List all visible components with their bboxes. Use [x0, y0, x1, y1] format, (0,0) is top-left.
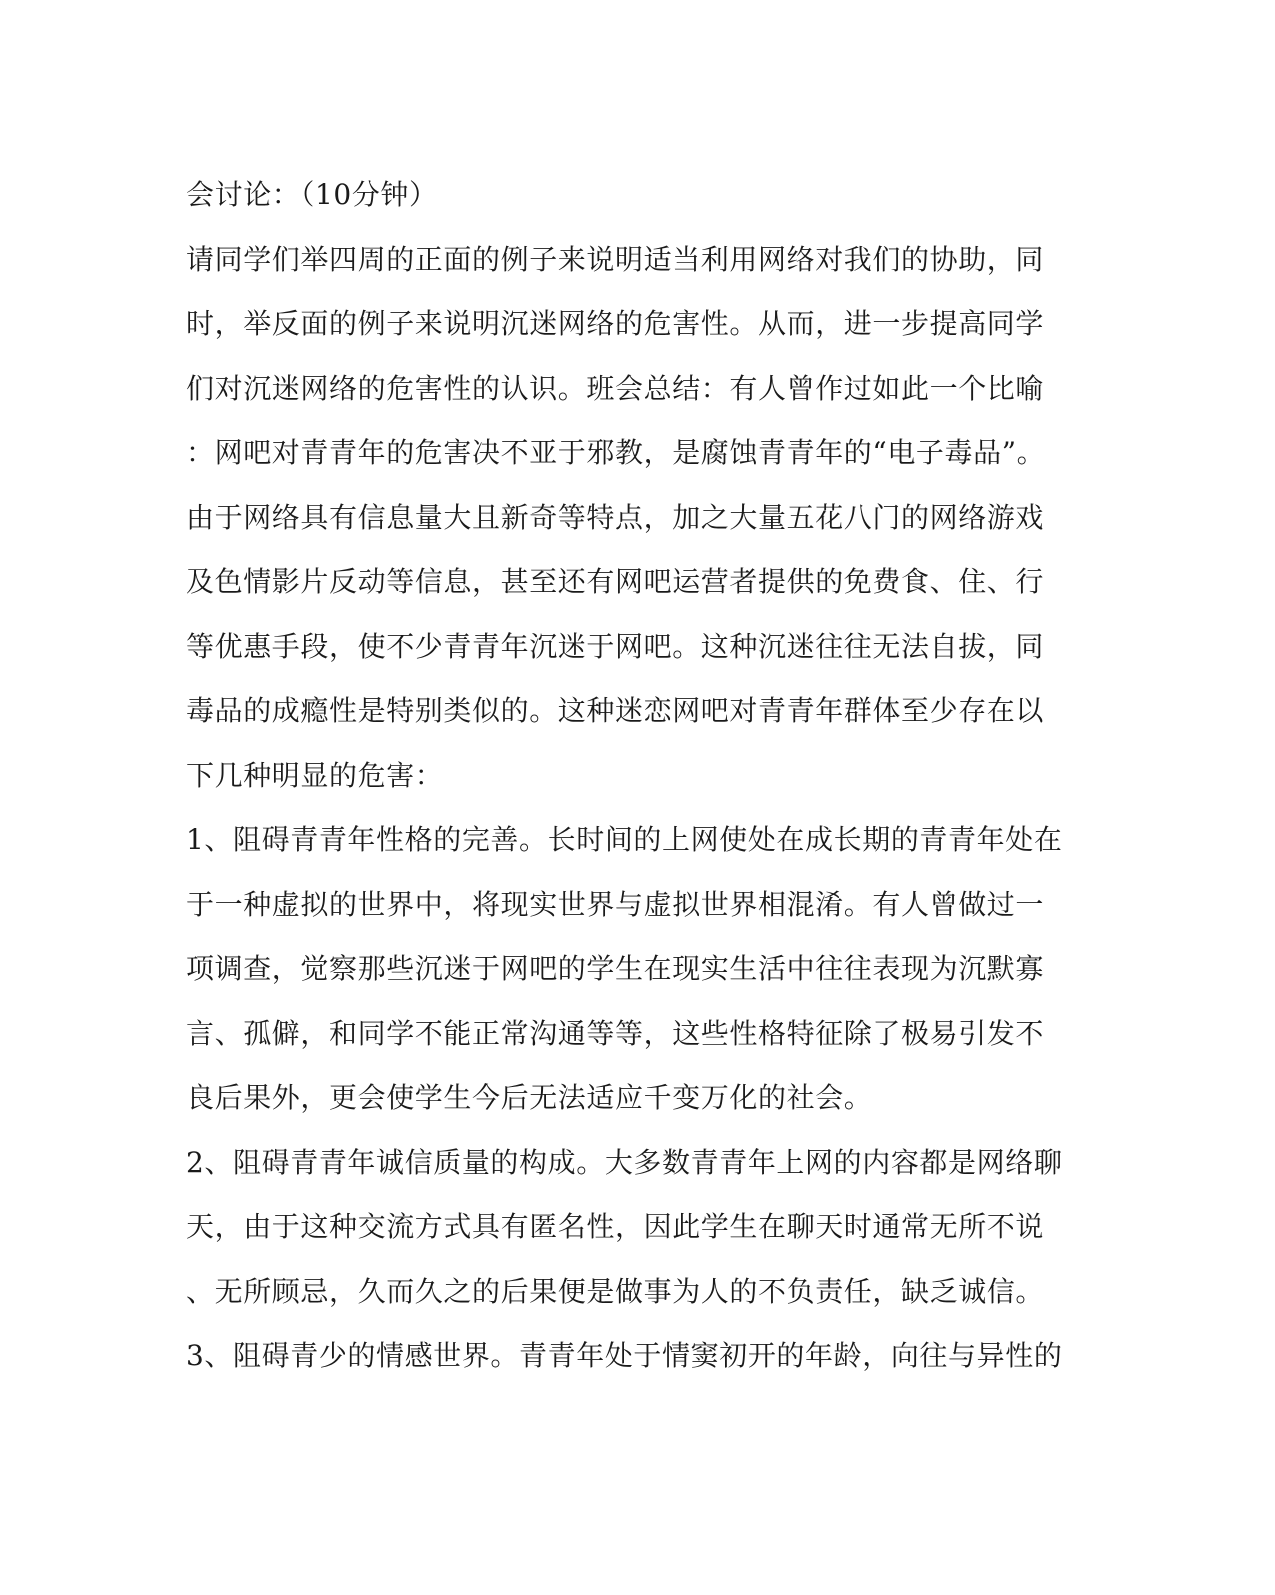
text-line: ：网吧对青青年的危害决不亚于邪教，是腐蚀青青年的“电子毒品”。 — [186, 436, 1046, 469]
text-line: 由于网络具有信息量大且新奇等特点，加之大量五花八门的网络游戏 — [186, 500, 1045, 534]
text-line: 于一种虚拟的世界中，将现实世界与虚拟世界相混淆。有人曾做过一 — [186, 887, 1045, 921]
text-line: 1、阻碍青青年性格的完善。长时间的上网使处在成长期的青青年处在 — [186, 823, 1063, 856]
text-line: 3、阻碍青少的情感世界。青青年处于情窦初开的年龄，向往与异性的 — [186, 1339, 1063, 1372]
text-line: 请同学们举四周的正面的例子来说明适当利用网络对我们的协助，同 — [186, 242, 1045, 276]
text-line: 项调查，觉察那些沉迷于网吧的学生在现实生活中往往表现为沉默寡 — [186, 952, 1045, 985]
text-line: 下几种明显的危害： — [186, 758, 444, 792]
text-line: 时，举反面的例子来说明沉迷网络的危害性。从而，进一步提高同学 — [186, 307, 1045, 340]
text-line: 毒品的成瘾性是特别类似的。这种迷恋网吧对青青年群体至少存在以 — [186, 694, 1045, 727]
text-line: 、无所顾忌，久而久之的后果便是做事为人的不负责任，缺乏诚信。 — [186, 1274, 1045, 1308]
text-line: 良后果外，更会使学生今后无法适应千变万化的社会。 — [186, 1081, 873, 1114]
text-line: 2、阻碍青青年诚信质量的构成。大多数青青年上网的内容都是网络聊 — [186, 1145, 1063, 1179]
text-line: 等优惠手段，使不少青青年沉迷于网吧。这种沉迷往往无法自拔，同 — [186, 629, 1045, 663]
text-line: 言、孤僻，和同学不能正常沟通等等，这些性格特征除了极易引发不 — [186, 1016, 1045, 1050]
document-body — [186, 163, 1066, 1389]
text-line: 们对沉迷网络的危害性的认识。班会总结：有人曾作过如此一个比喻 — [186, 371, 1045, 405]
text-line: 会讨论：（10分钟） — [186, 178, 438, 211]
text-line: 天，由于这种交流方式具有匿名性，因此学生在聊天时通常无所不说 — [186, 1210, 1045, 1243]
text-line: 及色情影片反动等信息，甚至还有网吧运营者提供的免费食、住、行 — [186, 565, 1045, 598]
